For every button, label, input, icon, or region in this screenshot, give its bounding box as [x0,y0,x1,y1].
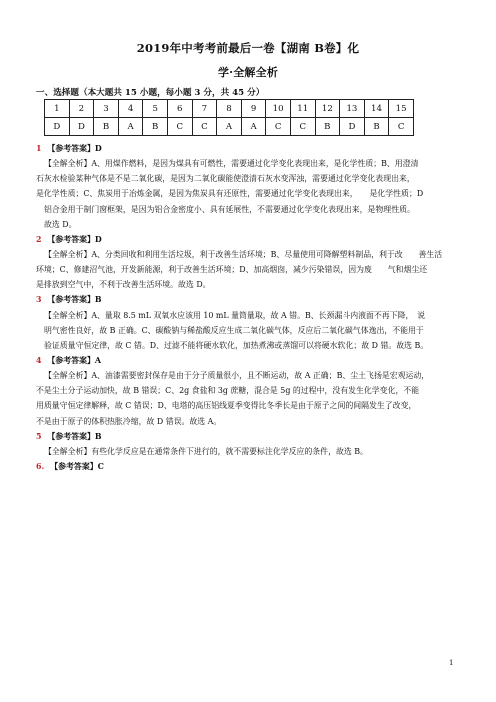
question-number-cell: 6 [167,100,192,118]
question-number: 6. [36,461,45,471]
answer-cell: B [143,118,168,136]
question-number: 4 [36,355,42,365]
reference-answer-line [36,292,466,307]
answer-cell: C [290,118,315,136]
answer-cell: D [340,118,365,136]
question-number-cell: 15 [389,100,414,118]
explanation-text: 【全解全析】A、量取 8.5 mL 双氧水应该用 10 mL 量筒量取，故 A 错。B、长颈漏斗内液面不再下降， 说 [44,310,426,320]
question-number-cell: 3 [94,100,119,118]
explanation-text: 【全解全析】A、油漆需要密封保存是由于分子质量很小，且不断运动，故 A 正确；B、尘土飞扬是宏观运动， [44,371,430,381]
answer-cell: D [69,118,94,136]
reference-answer-line [36,353,466,368]
answer-cell: C [192,118,217,136]
question-number-cell: 14 [364,100,389,118]
explanation-text: 故选 D。 [44,219,77,229]
explanation-line [36,414,466,429]
answer-cell: C [266,118,291,136]
answer-cell: C [389,118,414,136]
answer-cell: A [217,118,242,136]
explanation-line [36,156,466,171]
page-number: 1 [449,659,454,667]
reference-answer-line [36,459,466,474]
question-number-cell: 13 [340,100,365,118]
answer-table-answer-row [45,118,414,136]
reference-answer: 【参考答案】A [47,355,101,365]
explanation-text: 石灰水检验某种气体是不是二氧化碳，是因为二氧化碳能使澄清石灰水变浑浊，需要通过化学变化表现出来， [36,174,415,184]
question-number-cell: 5 [143,100,168,118]
answer-cell: B [315,118,340,136]
reference-answer: 【参考答案】D [47,234,102,244]
explanation-text: 是排放到空气中，不利于改善生活环境。故选 D。 [36,280,211,290]
explanation-text: 【全解全析】A、分类回收和利用生活垃圾，利于改善生活环境；B、尽量使用可降解塑料制品，利于改 善生活 [44,249,443,259]
question-number-cell: 2 [69,100,94,118]
question-number-cell: 1 [45,100,70,118]
explanation-line [36,277,466,292]
explanation-line [36,217,466,232]
document-title: 2019年中考考前最后一卷【湖南 B卷】化 [136,41,360,55]
explanation-line [36,171,466,186]
explanation-text: 验证质量守恒定律，故 C 错。D、过滤不能将硬水软化，加热煮沸或蒸馏可以将硬水软化；故 D 错。故选 B。 [44,340,429,350]
question-number-cell: 4 [118,100,143,118]
explanation-line [36,308,466,323]
explanation-line [36,247,466,262]
explanation-line [36,383,466,398]
question-number-cell: 11 [290,100,315,118]
answer-table-number-row [45,100,414,118]
answer-cell: B [364,118,389,136]
explanation-line [36,368,466,383]
explanation-text: 明气密性良好，故 B 正确。C、碳酸钠与稀盐酸反应生成二氧化碳气体，反应后二氧化碳气体逸出，不能用于 [44,325,424,335]
reference-answer-line [36,232,466,247]
reference-answer: 【参考答案】B [47,295,102,305]
question-number: 3 [36,295,42,305]
explanation-text: 不是由于原子的体积热胀冷缩，故 D 错误。故选 A。 [36,416,222,426]
question-number-cell: 8 [217,100,242,118]
section-heading: 一、选择题（本大题共 15 小题，每小题 3 分，共 45 分） [36,88,265,98]
answer-cell: D [45,118,70,136]
explanation-text: 【全解全析】A、用煤作燃料，是因为煤具有可燃性，需要通过化学变化表现出来，是化学性质；B、用澄清 [44,159,419,169]
explanation-line [36,398,466,413]
document-subtitle: 学·全解全析 [217,66,279,79]
question-number-cell: 10 [266,100,291,118]
reference-answer-line [36,429,466,444]
question-number-cell: 9 [241,100,266,118]
question-number: 1 [36,144,42,153]
explanation-line [36,262,466,277]
explanation-text: 【全解全析】有些化学反应是在通常条件下进行的，就不需要标注化学反应的条件，故选 B。 [44,446,368,456]
explanation-line [36,202,466,217]
reference-answer: 【参考答案】D [47,144,102,153]
explanation-text: 用质量守恒定律解释，故 C 错误；D、电塔的高压铝线夏季变得比冬季长是由于原子之间的间隔发生了改变， [36,401,417,411]
explanation-text: 是化学性质；C、焦炭用于冶炼金属，是因为焦炭具有还原性，需要通过化学变化表现出来， 是化学性质；D [36,189,424,199]
explanation-line [36,186,466,201]
question-number: 5 [36,431,42,441]
answer-explanations [36,141,466,474]
answer-table [44,99,414,136]
explanation-line [36,323,466,338]
reference-answer: 【参考答案】B [47,431,102,441]
reference-answer: 【参考答案】C [50,461,104,471]
explanation-text: 环境；C、修建沼气池，开发新能源，利于改善生活环境；D、加高烟囱，减少污染错误，因为废 气和烟尘还 [36,265,428,275]
answer-cell: A [118,118,143,136]
answer-cell: C [167,118,192,136]
explanation-text: 铝合金用于制门窗框架，是因为铝合金密度小、具有延展性，不需要通过化学变化表现出来，是物理性质。 [44,204,415,214]
explanation-line [36,338,466,353]
question-number: 2 [36,234,42,244]
question-number-cell: 7 [192,100,217,118]
explanation-line [36,444,466,459]
explanation-text: 不是尘土分子运动加快，故 B 错误；C、2g 食盐和 3g 蔗糖，混合是 5g 的过程中，没有发生化学变化，不能 [36,386,420,396]
answer-cell: B [94,118,119,136]
reference-answer-line [36,141,466,156]
question-number-cell: 12 [315,100,340,118]
answer-cell: A [241,118,266,136]
